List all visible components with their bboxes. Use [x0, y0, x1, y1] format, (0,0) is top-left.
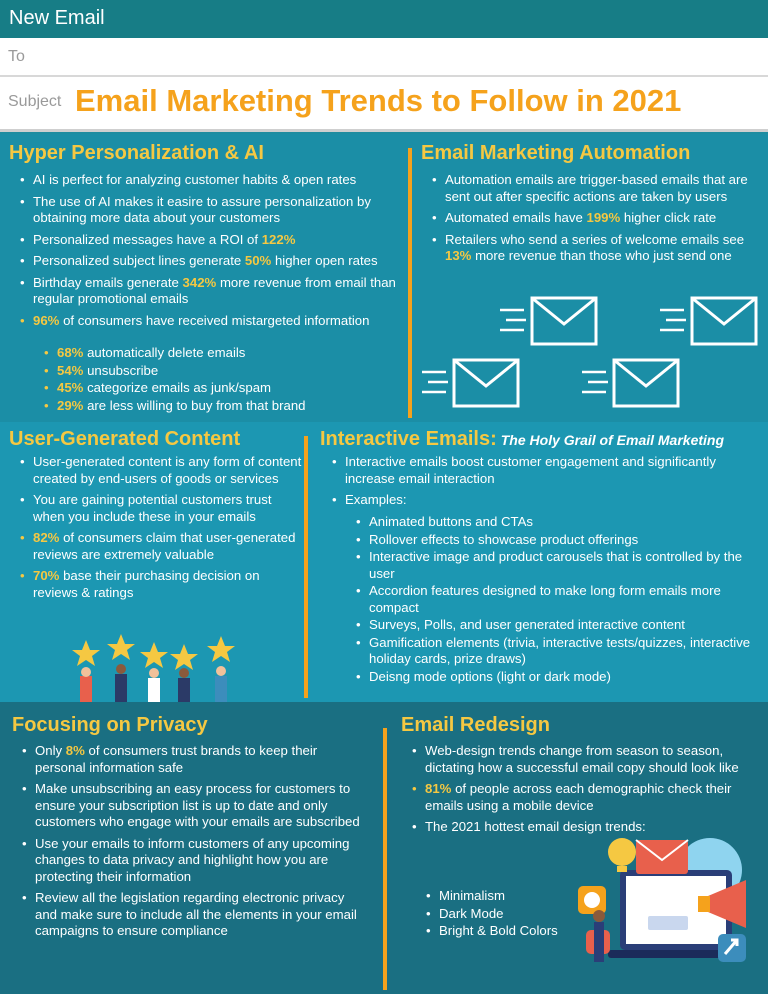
hyper-item: • Personalized subject lines generate 50% higher open rates	[20, 253, 400, 270]
stat-highlight: 96%	[33, 312, 60, 328]
stat-highlight: 68%	[57, 345, 84, 360]
interactive-list	[332, 454, 752, 514]
interactive-title-main: Interactive Emails:	[320, 428, 497, 450]
stat-highlight: 50%	[244, 253, 272, 268]
section-privacy-redesign	[0, 702, 768, 994]
privacy-item: • Only 8% of consumers trust brands to keep their personal information safe	[22, 743, 367, 776]
envelope-icon	[582, 356, 682, 410]
automation-item: • Automation emails are trigger-based emails that are sent out after specific actions are taken by users	[432, 172, 762, 205]
stat-highlight: 70%	[33, 568, 60, 583]
subject-field[interactable]	[0, 77, 768, 132]
stat-highlight: 199%	[586, 210, 621, 225]
interactive-sub-item: • Animated buttons and CTAs	[356, 514, 756, 531]
interactive-sub-item: • Rollover effects to showcase product offerings	[356, 532, 756, 549]
automation-item: • Automated emails have 199% higher click rate	[432, 210, 762, 227]
divider	[408, 148, 412, 418]
redesign-item: • Web-design trends change from season to season, dictating how a successful email copy should look like	[412, 743, 757, 776]
stat-highlight: 29%	[57, 397, 84, 413]
ugc-list	[20, 454, 305, 606]
stat-highlight: 82%	[33, 530, 60, 545]
digital-marketing-illustration	[570, 830, 760, 988]
redesign-list	[412, 743, 757, 841]
ugc-item: • User-generated content is any form of content created by end-users of goods or services	[20, 454, 305, 487]
ugc-item: • 82% of consumers claim that user-generated reviews are extremely valuable	[20, 530, 305, 563]
stat-highlight: 13%	[445, 248, 472, 263]
to-field[interactable]	[0, 38, 768, 77]
subject-text: Email Marketing Trends to Follow in 2021	[75, 83, 682, 118]
interactive-sub-item: • Gamification elements (trivia, interactive tests/quizzes, interactive holiday cards, prize draws)	[356, 635, 756, 668]
stat-highlight: 45%	[57, 380, 84, 395]
hyper-sub-item: • 68% automatically delete emails	[44, 345, 394, 362]
privacy-list	[22, 743, 367, 945]
automation-item: • Retailers who send a series of welcome emails see 13% more revenue than those who just send one	[432, 232, 762, 265]
hyper-item: • Birthday emails generate 342% more revenue from email than regular promotional emails	[20, 275, 400, 308]
people-stars-illustration	[66, 632, 246, 702]
ugc-item: • You are gaining potential customers trust when you include these in your emails	[20, 492, 305, 525]
redesign-sub-item: • Bright & Bold Colors	[426, 923, 576, 940]
redesign-item: • The 2021 hottest email design trends:	[412, 819, 757, 836]
redesign-sub-item: • Minimalism	[426, 888, 576, 905]
interactive-sublist	[356, 514, 756, 686]
interactive-item: • Interactive emails boost customer engagement and significantly increase email interaction	[332, 454, 752, 487]
redesign-sublist	[426, 888, 576, 941]
hyper-title: Hyper Personalization & AI	[9, 142, 264, 164]
interactive-title	[320, 428, 724, 451]
section-ugc-interactive	[0, 422, 768, 702]
privacy-item: • Use your emails to inform customers of any upcoming changes to data privacy and highlight how you are protecting their information	[22, 836, 367, 886]
hyper-item: • AI is perfect for analyzing customer habits & open rates	[20, 172, 400, 189]
interactive-sub-item: • Interactive image and product carousels that is controlled by the user	[356, 549, 756, 582]
interactive-sub-item: • Accordion features designed to make long form emails more compact	[356, 583, 756, 616]
hyper-item: • Personalized messages have a ROI of 122%	[20, 232, 400, 249]
privacy-item: • Make unsubscribing an easy process for customers to ensure your subscription list is up to date and only customers who engage with your emails are subscribed	[22, 781, 367, 831]
section-personalization-automation	[0, 134, 768, 422]
interactive-sub-item: • Deisng mode options (light or dark mode)	[356, 669, 756, 686]
hyper-sub-item: • 54% unsubscribe	[44, 363, 394, 380]
envelope-icon	[500, 294, 600, 348]
redesign-sub-item: • Dark Mode	[426, 906, 576, 923]
stat-highlight: 122%	[261, 231, 296, 247]
hyper-sub-item: • 45% categorize emails as junk/spam	[44, 380, 394, 397]
hyper-item: • 96% of consumers have received mistargeted information	[20, 313, 400, 330]
interactive-subtitle: The Holy Grail of Email Marketing	[500, 432, 725, 448]
ugc-title: User-Generated Content	[9, 428, 241, 450]
envelope-icon	[660, 294, 760, 348]
hyper-sub-item: • 29% are less willing to buy from that brand	[44, 398, 394, 415]
stat-highlight: 81%	[425, 781, 452, 796]
hyper-list	[20, 172, 400, 334]
hyper-item: • The use of AI makes it easire to assure personalization by obtaining more data about your customers	[20, 194, 400, 227]
stat-highlight: 54%	[57, 362, 84, 378]
automation-list	[432, 172, 762, 270]
subject-label: Subject	[8, 93, 62, 110]
automation-title: Email Marketing Automation	[421, 142, 691, 164]
ugc-item: • 70% base their purchasing decision on reviews & ratings	[20, 568, 305, 601]
privacy-title: Focusing on Privacy	[12, 714, 208, 736]
stat-highlight: 8%	[65, 743, 85, 758]
privacy-item: • Review all the legislation regarding electronic privacy and make sure to include all the elements in your email campaigns to ensure compliance	[22, 890, 367, 940]
window-title: New Email	[9, 7, 105, 29]
interactive-item: • Examples:	[332, 492, 752, 509]
interactive-sub-item: • Surveys, Polls, and user generated interactive content	[356, 617, 756, 634]
divider	[383, 728, 387, 990]
to-label: To	[8, 48, 25, 65]
redesign-item: • 81% of people across each demographic check their emails using a mobile device	[412, 781, 757, 814]
envelope-icon	[422, 356, 522, 410]
hyper-sublist	[44, 345, 394, 415]
stat-highlight: 342%	[182, 274, 217, 290]
redesign-title: Email Redesign	[401, 714, 550, 736]
title-bar	[0, 0, 768, 38]
